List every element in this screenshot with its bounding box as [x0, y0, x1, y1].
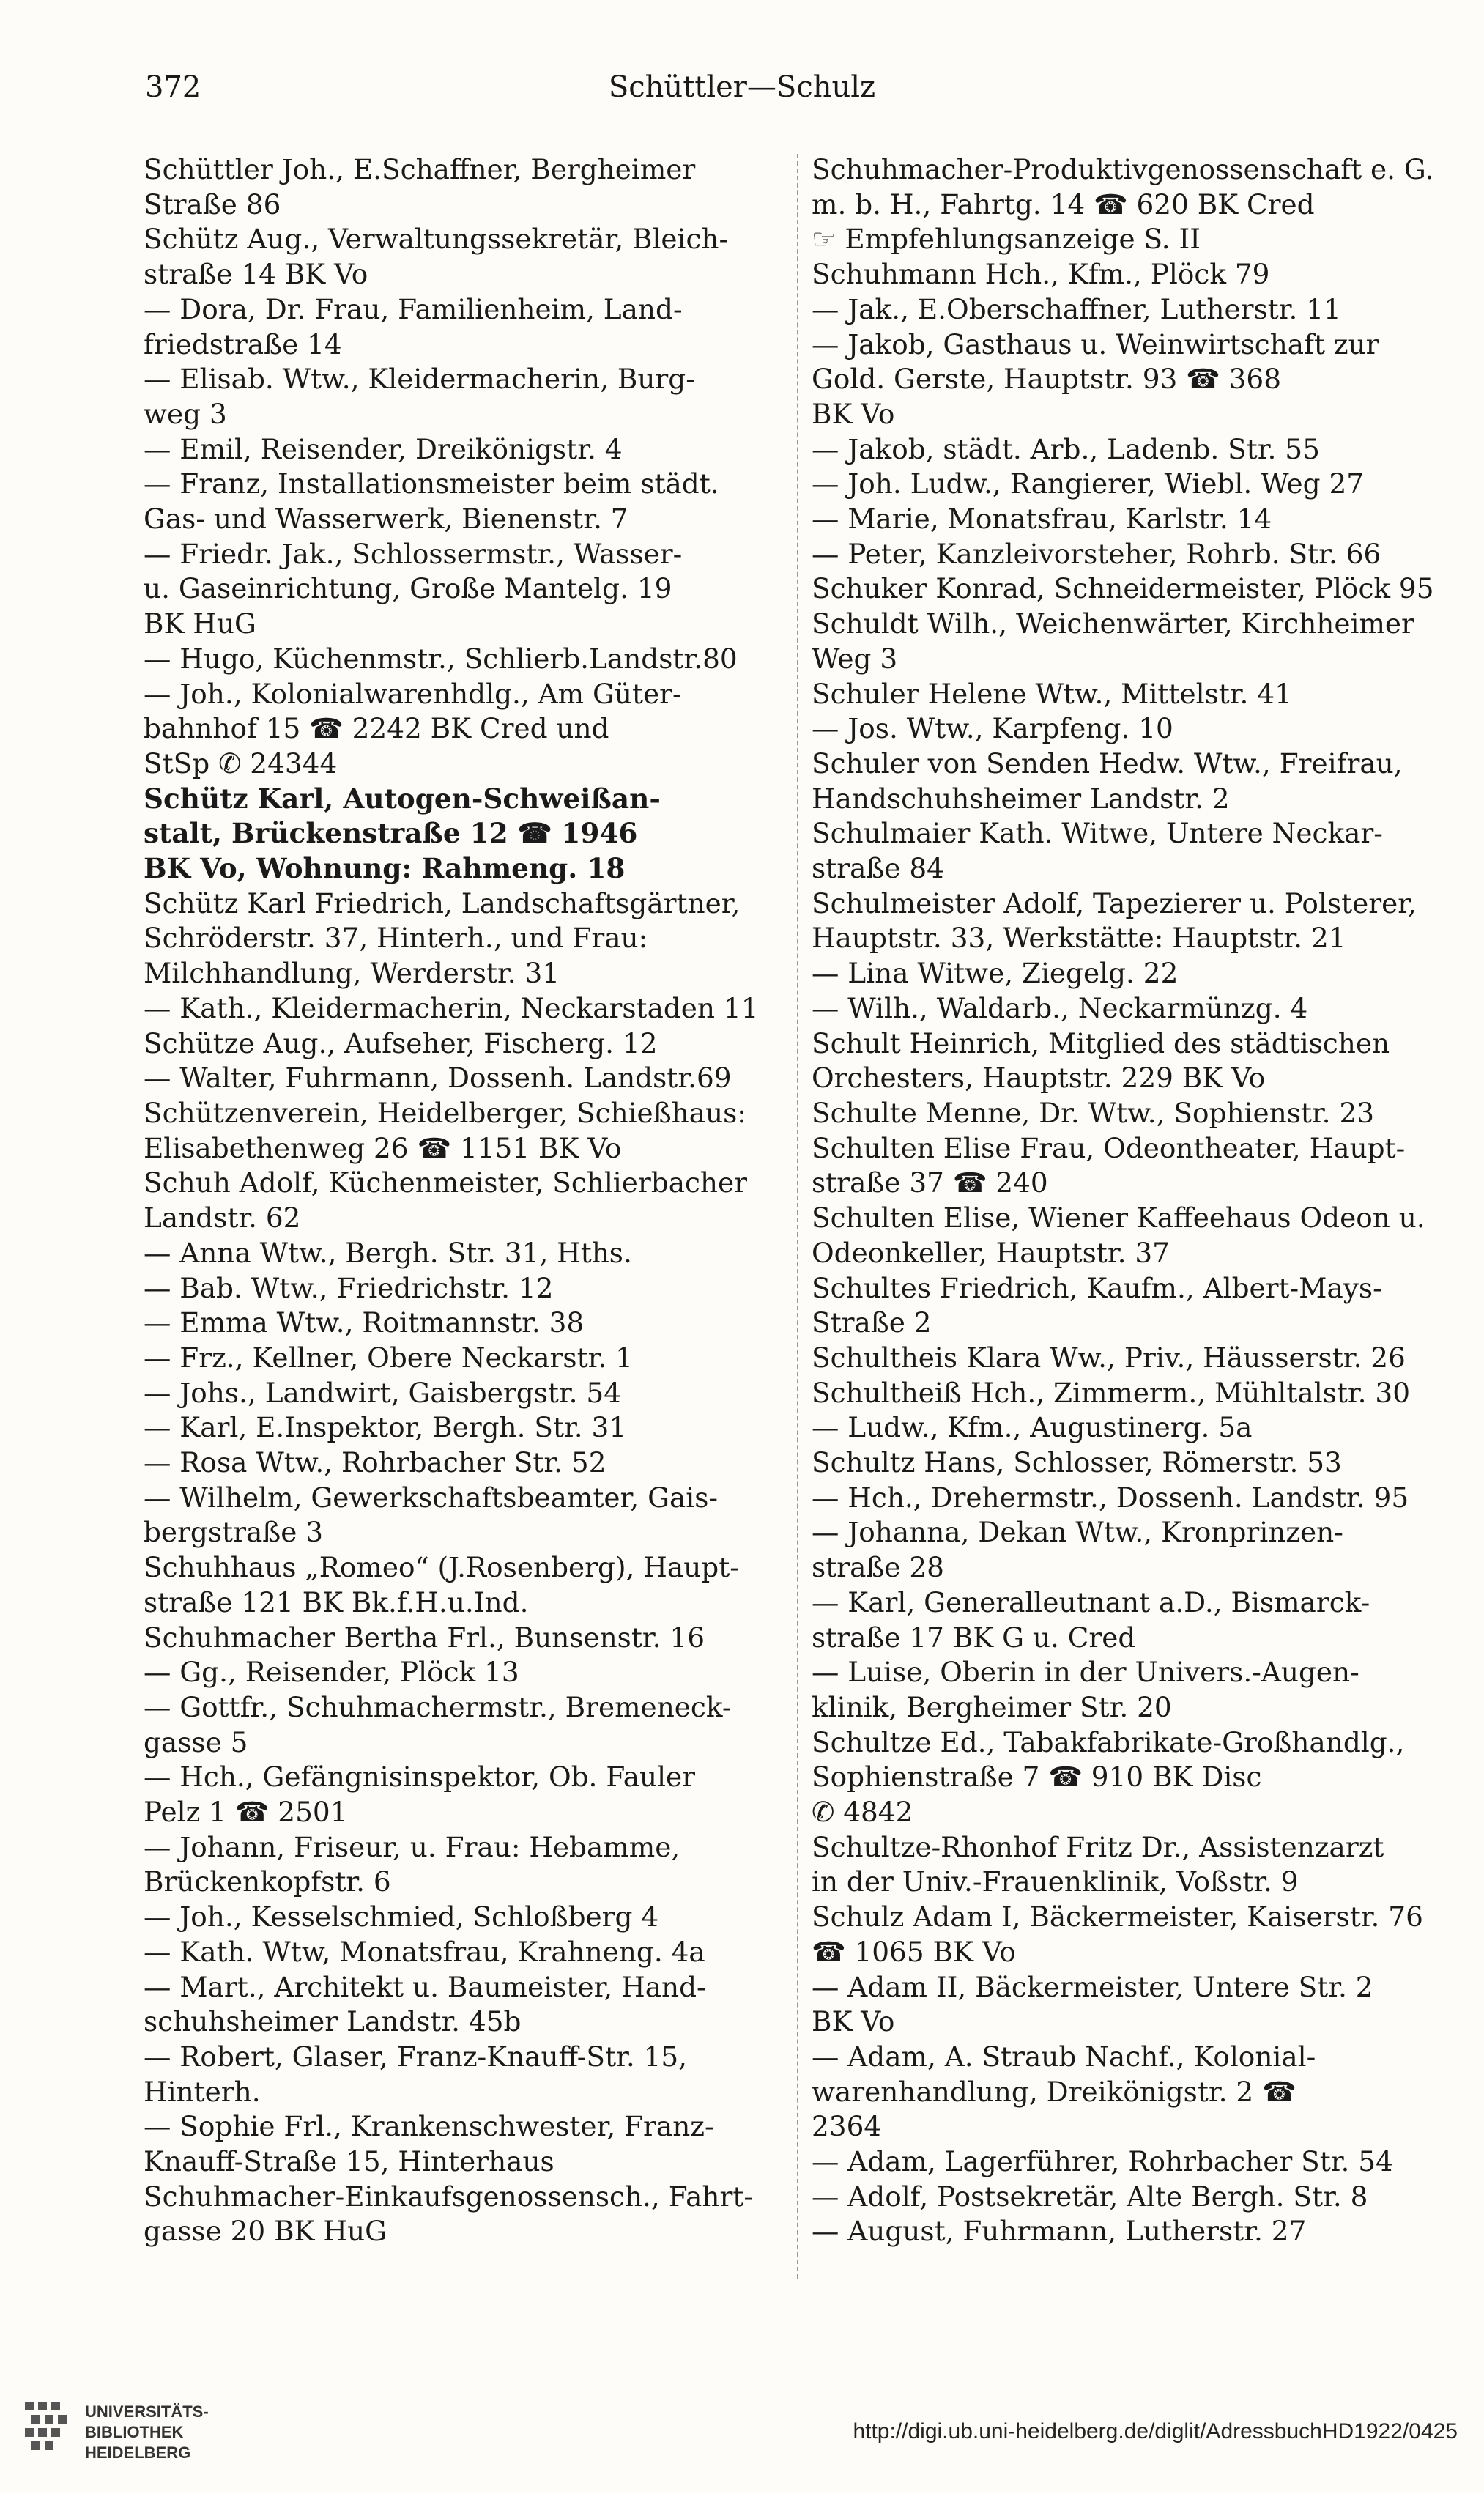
directory-entry	[144, 991, 788, 1026]
entry-line: klinik, Bergheimer Str. 20	[812, 1690, 1172, 1723]
entry-line: BK HuG	[144, 607, 256, 640]
entry-line: Schulten Elise, Wiener Kaffeehaus Odeon u.	[812, 1202, 1425, 1235]
footer	[0, 2396, 1484, 2494]
directory-entry	[144, 1236, 788, 1271]
entry-line: Schultes Friedrich, Kaufm., Albert-Mays-	[812, 1271, 1382, 1304]
entry-line: — Emma Wtw., Roitmannstr. 38	[144, 1306, 585, 1339]
entry-line: — Jos. Wtw., Karpfeng. 10	[812, 712, 1173, 745]
directory-entry	[812, 1376, 1456, 1411]
entry-line: Schuhmacher-Einkaufsgenossensch., Fahrt-	[144, 2180, 754, 2213]
entry-line: schuhsheimer Landstr. 45b	[144, 2005, 522, 2038]
entry-line: BK Vo, Wohnung: Rahmeng. 18	[144, 852, 626, 885]
directory-entry	[812, 1271, 1456, 1341]
directory-entry	[812, 502, 1456, 537]
entry-line: Milchhandlung, Werderstr. 31	[144, 957, 560, 990]
directory-entry	[812, 1655, 1456, 1725]
library-logo-icon	[10, 2396, 81, 2476]
directory-entry	[812, 2040, 1456, 2145]
directory-entry	[144, 642, 788, 677]
directory-entry	[812, 1725, 1456, 1830]
entry-line: — Emil, Reisender, Dreikönigstr. 4	[144, 432, 623, 465]
entry-line: — Gottfr., Schuhmachermstr., Bremeneck-	[144, 1690, 732, 1723]
directory-entry	[812, 571, 1456, 607]
entry-line: Schuker Konrad, Schneidermeister, Plöck 95	[812, 572, 1434, 605]
directory-entry	[812, 991, 1456, 1026]
entry-line: — Bab. Wtw., Friedrichstr. 12	[144, 1271, 554, 1304]
directory-entry	[144, 1446, 788, 1481]
entry-line: — Karl, E.Inspektor, Bergh. Str. 31	[144, 1411, 627, 1444]
entry-line: — Kath. Wtw, Monatsfrau, Krahneng. 4a	[144, 1935, 705, 1968]
entry-line: — Walter, Fuhrmann, Dossenh. Landstr.69	[144, 1062, 732, 1095]
right-column	[812, 152, 1456, 2249]
entry-line: — Franz, Installationsmeister beim städt.	[144, 467, 719, 500]
entry-line: — Luise, Oberin in der Univers.-Augen-	[812, 1656, 1359, 1689]
directory-entry	[144, 1166, 788, 1235]
entry-line: Schulmaier Kath. Witwe, Untere Neckar-	[812, 817, 1383, 850]
entry-line: m. b. H., Fahrtg. 14 ☎ 620 BK Cred	[812, 188, 1315, 221]
entry-line: Schuhmann Hch., Kfm., Plöck 79	[812, 258, 1270, 291]
entry-line: Schultze-Rhonhof Fritz Dr., Assistenzarzt	[812, 1830, 1384, 1863]
directory-entry	[144, 1970, 788, 2040]
directory-entry	[144, 1341, 788, 1376]
directory-entry	[812, 1970, 1456, 2040]
directory-entry	[812, 292, 1456, 328]
directory-entry	[144, 782, 788, 887]
entry-line: Schuler Helene Wtw., Mittelstr. 41	[812, 677, 1292, 710]
running-title: Schüttler—Schulz	[608, 70, 876, 104]
directory-entry	[812, 711, 1456, 747]
entry-line: Schüttler Joh., E.Schaffner, Bergheimer	[144, 153, 696, 185]
directory-entry	[812, 2145, 1456, 2180]
entry-line: ✆ 4842	[812, 1796, 913, 1829]
directory-entry	[144, 1760, 788, 1829]
entry-line: — Ludw., Kfm., Augustinerg. 5a	[812, 1411, 1253, 1444]
directory-entry	[144, 1271, 788, 1306]
entry-line: Schröderstr. 37, Hinterh., und Frau:	[144, 922, 648, 955]
directory-entry	[812, 887, 1456, 956]
entry-line: 2364	[812, 2110, 882, 2143]
entry-line: — Johs., Landwirt, Gaisbergstr. 54	[144, 1376, 621, 1409]
entry-line: Schultheiß Hch., Zimmerm., Mühltalstr. 30	[812, 1376, 1410, 1409]
directory-entry	[144, 1900, 788, 1935]
entry-line: Gas- und Wasserwerk, Bienenstr. 7	[144, 503, 628, 536]
entry-line: stalt, Brückenstraße 12 ☎ 1946	[144, 817, 638, 850]
directory-entry	[812, 1515, 1456, 1585]
directory-entry	[144, 2109, 788, 2179]
directory-entry	[144, 1481, 788, 1550]
directory-entry	[144, 467, 788, 536]
entry-line: — Lina Witwe, Ziegelg. 22	[812, 957, 1179, 990]
entry-line: in der Univ.-Frauenklinik, Voßstr. 9	[812, 1865, 1299, 1898]
entry-line: Schult Heinrich, Mitglied des städtischen	[812, 1026, 1390, 1059]
entry-line: — Adam II, Bäckermeister, Untere Str. 2	[812, 1970, 1373, 2003]
entry-line: bahnhof 15 ☎ 2242 BK Cred und	[144, 712, 609, 745]
entry-line: Knauff-Straße 15, Hinterhaus	[144, 2145, 554, 2178]
entry-line: — Marie, Monatsfrau, Karlstr. 14	[812, 503, 1272, 536]
entry-line: StSp ✆ 24344	[144, 747, 338, 780]
entry-line: ☞ Empfehlungsanzeige S. II	[812, 223, 1201, 256]
entry-line: u. Gaseinrichtung, Große Mantelg. 19	[144, 572, 672, 605]
directory-entry	[144, 1096, 788, 1166]
entry-line: — Wilhelm, Gewerkschaftsbeamter, Gais-	[144, 1481, 719, 1514]
entry-line: Schuler von Senden Hedw. Wtw., Freifrau,	[812, 747, 1403, 780]
directory-entry	[812, 677, 1456, 712]
directory-entry	[144, 2180, 788, 2249]
directory-entry	[812, 257, 1456, 292]
directory-entry	[144, 152, 788, 222]
directory-entry	[812, 1341, 1456, 1376]
source-url[interactable]: http://digi.ub.uni-heidelberg.de/diglit/AdressbuchHD1922/0425	[853, 2419, 1458, 2443]
entry-line: Landstr. 62	[144, 1202, 301, 1235]
directory-entry	[812, 1201, 1456, 1270]
directory-entry	[812, 1830, 1456, 1900]
entry-line: Schuhhaus „Romeo“ (J.Rosenberg), Haupt-	[144, 1551, 739, 1584]
entry-line: Hinterh.	[144, 2075, 261, 2108]
entry-line: straße 121 BK Bk.f.H.u.Ind.	[144, 1585, 529, 1618]
entry-line: gasse 20 BK HuG	[144, 2215, 387, 2248]
entry-line: Straße 86	[144, 188, 281, 221]
entry-line: Weg 3	[812, 642, 898, 675]
directory-entry	[812, 956, 1456, 991]
entry-line: — Joh. Ludw., Rangierer, Wiebl. Weg 27	[812, 467, 1365, 500]
entry-line: Pelz 1 ☎ 2501	[144, 1796, 348, 1829]
entry-line: Orchesters, Hauptstr. 229 BK Vo	[812, 1062, 1266, 1095]
library-name: UNIVERSITÄTS- BIBLIOTHEK HEIDELBERG	[85, 2402, 209, 2462]
entry-line: Schütze Aug., Aufseher, Fischerg. 12	[144, 1026, 658, 1059]
entry-line: — Jakob, Gasthaus u. Weinwirtschaft zur	[812, 328, 1379, 360]
directory-entry	[144, 1410, 788, 1446]
directory-entry	[812, 1585, 1456, 1655]
directory-entry	[812, 328, 1456, 432]
directory-entry	[144, 362, 788, 432]
directory-entry	[812, 1900, 1456, 1969]
directory-entry	[144, 1026, 788, 1062]
entry-line: Elisabethenweg 26 ☎ 1151 BK Vo	[144, 1131, 622, 1164]
entry-line: Schultheis Klara Ww., Priv., Häusserstr. 26	[812, 1341, 1406, 1374]
entry-line: Schützenverein, Heidelberger, Schießhaus:	[144, 1096, 746, 1129]
directory-entry	[144, 1690, 788, 1760]
entry-line: — Elisab. Wtw., Kleidermacherin, Burg-	[144, 363, 695, 396]
entry-line: Schulmeister Adolf, Tapezierer u. Polsterer,	[812, 887, 1417, 919]
entry-line: — Joh., Kolonialwarenhdlg., Am Güter-	[144, 677, 682, 710]
entry-line: — Hugo, Küchenmstr., Schlierb.Landstr.80	[144, 642, 738, 675]
directory-entry	[144, 537, 788, 642]
directory-entry	[812, 816, 1456, 886]
entry-line: — Wilh., Waldarb., Neckarmünzg. 4	[812, 991, 1308, 1024]
entry-line: ☎ 1065 BK Vo	[812, 1935, 1016, 1968]
entry-line: Gold. Gerste, Hauptstr. 93 ☎ 368	[812, 363, 1282, 396]
directory-entry	[144, 1376, 788, 1411]
entry-line: warenhandlung, Dreikönigstr. 2 ☎	[812, 2075, 1296, 2108]
entry-line: gasse 5	[144, 1725, 248, 1758]
entry-line: — Jak., E.Oberschaffner, Lutherstr. 11	[812, 292, 1341, 325]
directory-entry	[144, 1935, 788, 1970]
entry-line: Schultze Ed., Tabakfabrikate-Großhandlg.,	[812, 1725, 1405, 1758]
directory-entry	[144, 1550, 788, 1620]
entry-line: — Robert, Glaser, Franz-Knauff-Str. 15,	[144, 2040, 688, 2073]
entry-line: bergstraße 3	[144, 1516, 324, 1549]
entry-line: — Dora, Dr. Frau, Familienheim, Land-	[144, 292, 683, 325]
entry-line: straße 28	[812, 1551, 944, 1584]
directory-entry	[812, 607, 1456, 676]
entry-line: Straße 2	[812, 1306, 932, 1339]
entry-line: weg 3	[144, 397, 227, 430]
entry-line: straße 84	[812, 852, 944, 885]
directory-entry	[812, 1446, 1456, 1481]
entry-line: straße 14 BK Vo	[144, 258, 368, 291]
directory-entry	[812, 152, 1456, 257]
entry-line: — Hch., Drehermstr., Dossenh. Landstr. 95	[812, 1481, 1409, 1514]
entry-line: straße 37 ☎ 240	[812, 1166, 1048, 1199]
entry-line: Schuh Adolf, Küchenmeister, Schlierbacher	[144, 1166, 748, 1199]
entry-line: Sophienstraße 7 ☎ 910 BK Disc	[812, 1761, 1262, 1794]
entry-line: Schuldt Wilh., Weichenwärter, Kirchheimer	[812, 607, 1414, 640]
entry-line: — Adam, A. Straub Nachf., Kolonial-	[812, 2040, 1316, 2073]
entry-line: Schulz Adam I, Bäckermeister, Kaiserstr. 76	[812, 1901, 1423, 1934]
directory-entry	[812, 1131, 1456, 1201]
entry-line: — Johanna, Dekan Wtw., Kronprinzen-	[812, 1516, 1343, 1549]
page-header	[0, 70, 1484, 114]
directory-entry	[144, 1830, 788, 1900]
directory-entry	[144, 1655, 788, 1690]
directory-entry	[812, 1096, 1456, 1131]
entry-line: — Kath., Kleidermacherin, Neckarstaden 11	[144, 991, 759, 1024]
entry-line: — Mart., Architekt u. Baumeister, Hand-	[144, 1970, 706, 2003]
entry-line: — Frz., Kellner, Obere Neckarstr. 1	[144, 1341, 633, 1374]
entry-line: Schuhmacher-Produktivgenossenschaft e. G.	[812, 153, 1434, 185]
directory-entry	[812, 537, 1456, 572]
directory-entry	[812, 2214, 1456, 2249]
directory-entry	[812, 747, 1456, 816]
directory-entry	[144, 292, 788, 362]
entry-line: — Adolf, Postsekretär, Alte Bergh. Str. 8	[812, 2180, 1368, 2213]
entry-line: Schütz Karl, Autogen-Schweißan-	[144, 782, 661, 815]
directory-entry	[144, 2040, 788, 2109]
entry-line: — Hch., Gefängnisinspektor, Ob. Fauler	[144, 1761, 696, 1794]
entry-line: — Sophie Frl., Krankenschwester, Franz-	[144, 2110, 714, 2143]
entry-line: Brückenkopfstr. 6	[144, 1865, 391, 1898]
directory-entry	[144, 1306, 788, 1341]
entry-line: Odeonkeller, Hauptstr. 37	[812, 1236, 1170, 1269]
entry-line: — Adam, Lagerführer, Rohrbacher Str. 54	[812, 2145, 1393, 2178]
entry-line: Schütz Karl Friedrich, Landschaftsgärtner,	[144, 887, 741, 919]
entry-line: Schütz Aug., Verwaltungssekretär, Bleich-	[144, 223, 729, 256]
entry-line: — August, Fuhrmann, Lutherstr. 27	[812, 2215, 1307, 2248]
directory-entry	[812, 1410, 1456, 1446]
entry-line: Handschuhsheimer Landstr. 2	[812, 782, 1230, 815]
entry-line: Hauptstr. 33, Werkstätte: Hauptstr. 21	[812, 922, 1346, 955]
directory-entry	[144, 677, 788, 782]
entry-line: Schulte Menne, Dr. Wtw., Sophienstr. 23	[812, 1096, 1375, 1129]
directory-entry	[144, 1061, 788, 1096]
directory-entry	[144, 1621, 788, 1656]
directory-entry	[812, 2180, 1456, 2215]
entry-line: — Joh., Kesselschmied, Schloßberg 4	[144, 1901, 659, 1934]
entry-line: — Peter, Kanzleivorsteher, Rohrb. Str. 66	[812, 537, 1381, 570]
entry-line: — Anna Wtw., Bergh. Str. 31, Hths.	[144, 1236, 632, 1269]
entry-line: BK Vo	[812, 397, 895, 430]
entry-line: — Gg., Reisender, Plöck 13	[144, 1656, 519, 1689]
directory-entry	[812, 1026, 1456, 1096]
entry-line: friedstraße 14	[144, 328, 342, 360]
left-column	[144, 152, 788, 2249]
entry-line: Schuhmacher Bertha Frl., Bunsenstr. 16	[144, 1621, 705, 1654]
entry-line: — Karl, Generalleutnant a.D., Bismarck-	[812, 1585, 1370, 1618]
entry-line: — Jakob, städt. Arb., Ladenb. Str. 55	[812, 432, 1320, 465]
entry-line: straße 17 BK G u. Cred	[812, 1621, 1136, 1654]
entry-line: Schultz Hans, Schlosser, Römerstr. 53	[812, 1446, 1342, 1479]
directory-entry	[812, 432, 1456, 467]
entry-line: BK Vo	[812, 2005, 895, 2038]
directory-entry	[812, 1481, 1456, 1516]
entry-line: — Rosa Wtw., Rohrbacher Str. 52	[144, 1446, 606, 1479]
directory-entry	[144, 887, 788, 991]
entry-line: — Friedr. Jak., Schlossermstr., Wasser-	[144, 537, 683, 570]
directory-entry	[144, 432, 788, 467]
page-number: 372	[145, 70, 201, 104]
column-divider	[797, 154, 798, 2279]
entry-line: — Johann, Friseur, u. Frau: Hebamme,	[144, 1830, 680, 1863]
directory-entry	[144, 222, 788, 292]
entry-line: Schulten Elise Frau, Odeontheater, Haupt-	[812, 1131, 1406, 1164]
directory-entry	[812, 467, 1456, 502]
